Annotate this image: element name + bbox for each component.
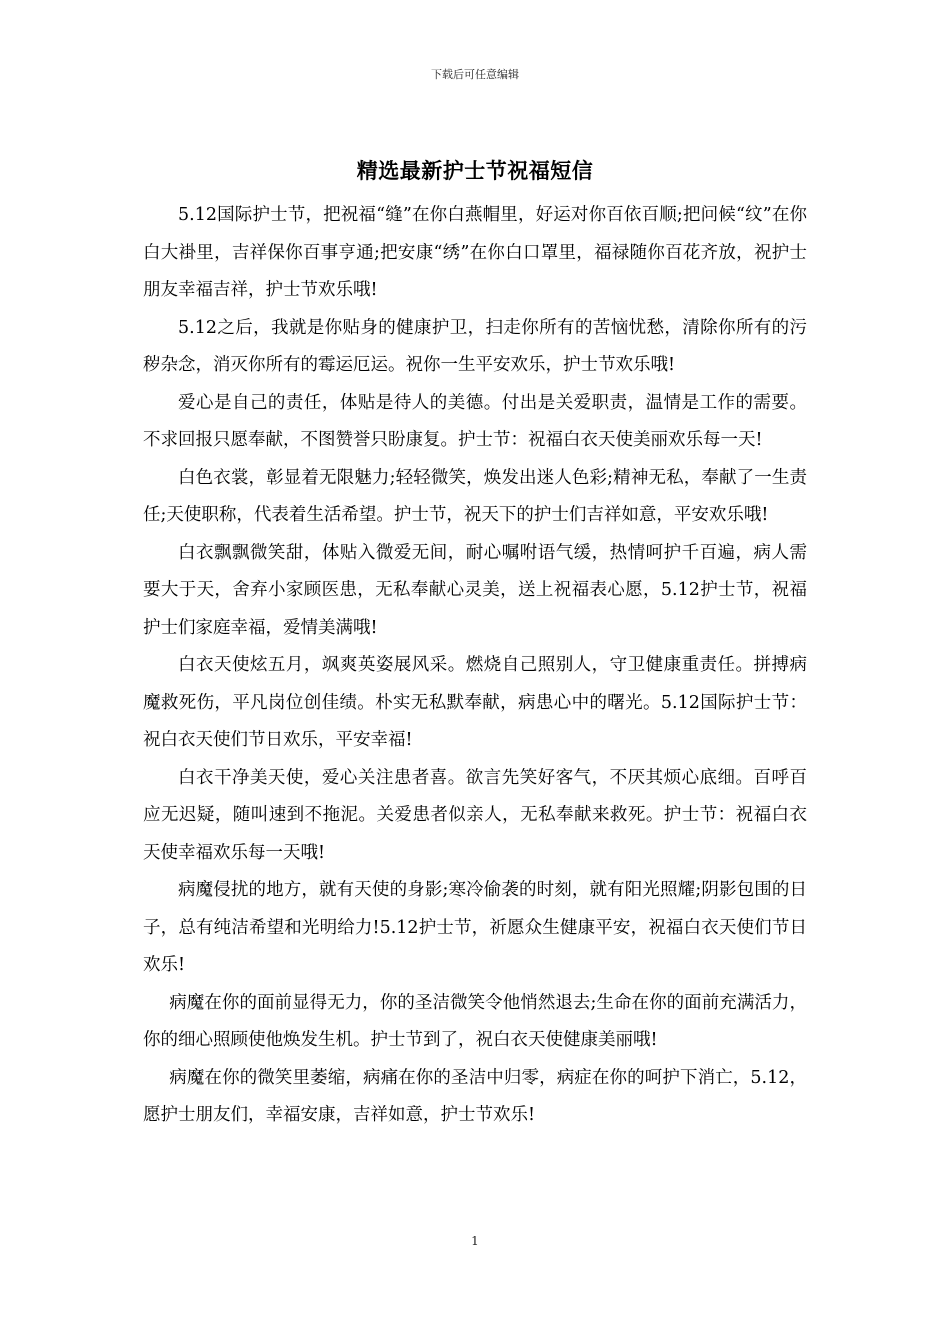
- paragraph-7: 白衣干净美天使，爱心关注患者喜。欲言先笑好客气，不厌其烦心底细。百呼百应无迟疑，随叫速到不拖泥。关爱患者似亲人，无私奉献来救死。护士节：祝福白衣天使幸福欢乐每一天哦!: [143, 767, 807, 863]
- paragraph-3: 爱心是自己的责任，体贴是待人的美德。付出是关爱职责，温情是工作的需要。不求回报只愿奉献，不图赞誉只盼康复。护士节：祝福白衣天使美丽欢乐每一天!: [143, 392, 807, 450]
- paragraph-2: 5.12之后，我就是你贴身的健康护卫，扫走你所有的苦恼忧愁，清除你所有的污秽杂念，消灭你所有的霉运厄运。祝你一生平安欢乐，护士节欢乐哦!: [143, 317, 807, 375]
- paragraph-10: 病魔在你的微笑里萎缩，病痛在你的圣洁中归零，病症在你的呵护下消亡，5.12，愿护士朋友们，幸福安康，吉祥如意，护士节欢乐!: [143, 1067, 807, 1125]
- document-body: [143, 197, 807, 1135]
- paragraph-5: 白衣飘飘微笑甜，体贴入微爱无间，耐心嘱咐语气缓，热情呵护千百遍，病人需要大于天，舍弃小家顾医患，无私奉献心灵美，送上祝福表心愿，5.12护士节，祝福护士们家庭幸福，爱情美满哦!: [143, 542, 807, 638]
- paragraph-9: 病魔在你的面前显得无力，你的圣洁微笑令他悄然退去;生命在你的面前充满活力，你的细心照顾使他焕发生机。护士节到了，祝白衣天使健康美丽哦!: [143, 992, 807, 1050]
- page-header-note: 下载后可任意编辑: [431, 68, 519, 81]
- paragraph-1: 5.12国际护士节，把祝福“缝”在你白燕帽里，好运对你百依百顺;把问候“纹”在你白大褂里，吉祥保你百事亨通;把安康“绣”在你白口罩里，福禄随你百花齐放，祝护士朋友幸福吉祥，护士节欢乐哦!: [143, 205, 807, 300]
- document-title: 精选最新护士节祝福短信: [356, 159, 594, 183]
- paragraph-8: 病魔侵扰的地方，就有天使的身影;寒冷偷袭的时刻，就有阳光照耀;阴影包围的日子，总有纯洁希望和光明给力!5.12护士节，祈愿众生健康平安，祝福白衣天使们节日欢乐!: [143, 880, 807, 975]
- paragraph-4: 白色衣裳，彰显着无限魅力;轻轻微笑，焕发出迷人色彩;精神无私，奉献了一生责任;天使职称，代表着生活希望。护士节，祝天下的护士们吉祥如意，平安欢乐哦!: [143, 467, 807, 525]
- paragraph-6: 白衣天使炫五月，飒爽英姿展风采。燃烧自己照别人，守卫健康重责任。拼搏病魔救死伤，平凡岗位创佳绩。朴实无私默奉献，病患心中的曙光。5.12国际护士节：祝白衣天使们节日欢乐，平安幸福!: [143, 655, 807, 750]
- page-number: 1: [471, 1234, 479, 1248]
